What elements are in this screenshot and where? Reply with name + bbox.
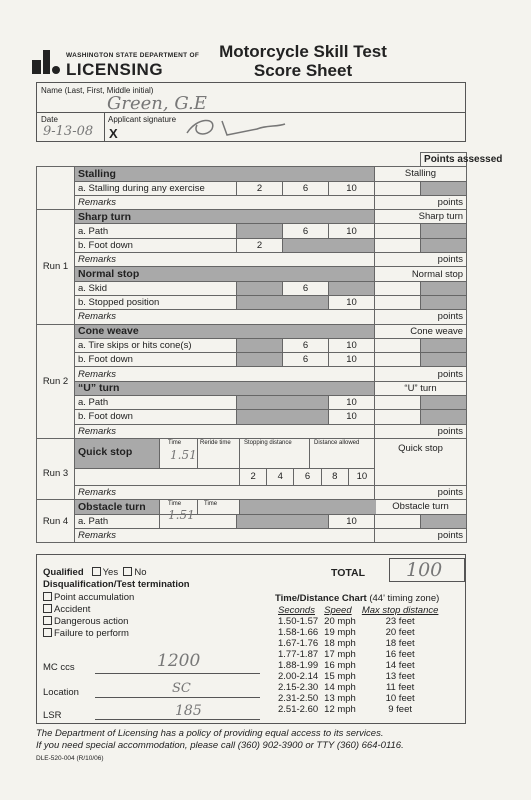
chart-row: 1.88-1.99 16 mph 14 feet	[278, 660, 415, 671]
chart-row: 1.77-1.87 17 mph 16 feet	[278, 649, 415, 660]
u-turn-value: 10	[329, 410, 375, 424]
points-cell[interactable]	[375, 410, 421, 424]
chart-row: 2.51-2.60 12 mph 9 feet	[278, 704, 413, 715]
form-title	[188, 42, 418, 80]
chart-row: 1.50-1.57 20 mph 23 feet	[278, 616, 415, 627]
distance-allowed-cell[interactable]	[309, 439, 376, 468]
quick-stop-points-label: Quick stop	[375, 438, 467, 485]
points-cell[interactable]	[375, 224, 421, 238]
chart-subtitle: (44' timing zone)	[369, 593, 440, 604]
u-turn-value: 10	[329, 396, 375, 410]
obstacle-time-cell[interactable]	[159, 500, 198, 528]
remarks-label[interactable]: Remarks	[75, 195, 375, 209]
normal-stop-value: 10	[329, 295, 375, 309]
name-value[interactable]: Green, G.E	[107, 93, 207, 114]
normal-stop-points-label: Normal stop	[375, 267, 467, 281]
stalling-item-a: a. Stalling during any exercise	[75, 181, 237, 195]
points-cell[interactable]	[375, 181, 421, 195]
signature-x: X	[109, 126, 118, 141]
disq-checkbox[interactable]	[43, 592, 52, 601]
remarks-label[interactable]: Remarks	[75, 367, 375, 381]
date-value[interactable]: 9-13-08	[43, 124, 94, 139]
normal-stop-item-a: a. Skid	[75, 281, 237, 295]
run-4-label: Run 4	[37, 500, 75, 543]
time-label: Time	[168, 501, 182, 508]
footer-line-1: The Department of Licensing has a policy of providing equal access to its services.	[36, 728, 384, 739]
mc-ccs-value[interactable]: 1200	[157, 651, 201, 671]
chart-title: Time/Distance Chart	[275, 593, 367, 604]
disq-item-label: Point accumulation	[54, 592, 135, 603]
chart-row: 2.15-2.30 14 mph 11 feet	[278, 682, 415, 693]
sharp-turn-item-a: a. Path	[75, 224, 237, 238]
form-number: DLE-520-004 (R/10/06)	[36, 755, 104, 762]
stalling-value: 10	[329, 181, 375, 195]
stalling-value: 2	[237, 181, 283, 195]
lsr-line	[95, 719, 260, 720]
lower-section	[36, 554, 466, 724]
reride-label: Reride time	[200, 439, 231, 446]
signature-scribble-icon	[177, 115, 287, 139]
cone-weave-value: 10	[329, 338, 375, 352]
sharp-turn-title: Sharp turn	[75, 210, 375, 224]
points-cell[interactable]	[375, 238, 421, 252]
obstacle-turn-points-label: Obstacle turn	[375, 500, 467, 514]
quick-stop-time-value: 1.51	[170, 447, 197, 462]
footer-line-2: If you need special accommodation, please call (360) 902-3900 or TTY (360) 664-0116.	[36, 740, 404, 751]
obstacle-turn-item-a: a. Path	[75, 514, 237, 528]
remarks-label[interactable]: Remarks	[75, 310, 375, 324]
time-distance-chart	[275, 593, 441, 715]
quick-stop-value: 2	[239, 468, 266, 485]
total-box[interactable]	[389, 558, 465, 582]
disq-item-label: Accident	[54, 604, 91, 615]
points-label: points	[375, 310, 467, 324]
qualified-label: Qualified	[43, 567, 84, 578]
u-turn-item-a: a. Path	[75, 396, 237, 410]
distance-allowed-label: Distance allowed	[314, 439, 360, 446]
disq-item-label: Failure to perform	[54, 628, 129, 639]
sharp-turn-value: 10	[329, 224, 375, 238]
points-cell[interactable]	[375, 514, 421, 528]
obstacle-time2-cell[interactable]	[197, 500, 240, 514]
cone-weave-item-b: b. Foot down	[75, 353, 237, 367]
disq-item[interactable]	[43, 604, 134, 616]
reride-cell[interactable]	[197, 439, 240, 468]
sharp-turn-item-b: b. Foot down	[75, 238, 237, 252]
title-line-2: Score Sheet	[253, 61, 353, 80]
title-line-1: Motorcycle Skill Test	[219, 42, 387, 61]
run-2-label: Run 2	[37, 324, 75, 438]
disq-item[interactable]	[43, 628, 134, 640]
normal-stop-item-b: b. Stopped position	[75, 295, 237, 309]
points-cell[interactable]	[375, 295, 421, 309]
date-label: Date	[41, 115, 58, 124]
cone-weave-value: 6	[283, 338, 329, 352]
points-label: points	[375, 485, 467, 499]
u-turn-title: “U” turn	[75, 381, 375, 395]
location-line	[95, 697, 260, 698]
yes-checkbox[interactable]	[92, 567, 101, 576]
stopping-distance-label: Stopping distance	[244, 439, 292, 446]
sharp-turn-value: 2	[237, 238, 283, 252]
quick-stop-value: 4	[266, 468, 293, 485]
chart-header: Speed	[324, 605, 352, 616]
disq-item[interactable]	[43, 592, 134, 604]
disqualification-list	[43, 592, 134, 640]
stalling-title: Stalling	[75, 167, 375, 181]
chart-title-row	[275, 593, 441, 604]
qualified-row	[43, 567, 147, 578]
chart-row: 1.58-1.66 19 mph 20 feet	[278, 627, 415, 638]
disq-item[interactable]	[43, 616, 134, 628]
applicant-info-box	[36, 82, 466, 142]
name-label: Name (Last, First, Middle initial)	[41, 86, 154, 95]
points-cell[interactable]	[375, 396, 421, 410]
agency-name: WASHINGTON STATE DEPARTMENT OF	[66, 52, 200, 59]
obstacle-time-value: 1.51	[168, 508, 195, 523]
remarks-label[interactable]: Remarks	[75, 485, 375, 499]
cone-weave-title: Cone weave	[75, 324, 375, 338]
quick-stop-time-cell[interactable]	[159, 439, 198, 468]
sharp-turn-points-label: Sharp turn	[375, 210, 467, 224]
disq-checkbox[interactable]	[43, 616, 52, 625]
cone-weave-item-a: a. Tire skips or hits cone(s)	[75, 338, 237, 352]
quick-stop-title: Quick stop	[75, 439, 159, 468]
mc-ccs-label: MC ccs	[43, 662, 75, 673]
obstacle-turn-value: 10	[329, 514, 375, 528]
lsr-value[interactable]: 185	[175, 703, 202, 719]
quick-stop-value: 10	[348, 468, 375, 485]
quick-stop-header	[75, 438, 375, 468]
remarks-label[interactable]: Remarks	[75, 424, 375, 438]
total-label: TOTAL	[331, 567, 366, 579]
cone-weave-value: 6	[283, 353, 329, 367]
points-label: points	[375, 367, 467, 381]
run-1-label: Run 1	[37, 210, 75, 324]
quick-stop-value: 6	[293, 468, 320, 485]
points-assessed-header: Points assessed	[421, 153, 467, 167]
remarks-label[interactable]: Remarks	[75, 528, 375, 542]
points-cell[interactable]	[375, 353, 421, 367]
disqualification-title: Disqualification/Test termination	[43, 579, 190, 590]
points-label: points	[375, 528, 467, 542]
disq-checkbox[interactable]	[43, 628, 52, 637]
chart-table	[275, 605, 441, 715]
chart-header: Max stop distance	[361, 605, 439, 616]
no-label: No	[134, 567, 147, 578]
disq-item-label: Dangerous action	[54, 616, 129, 627]
yes-label: Yes	[102, 567, 119, 578]
sharp-turn-value: 6	[283, 224, 329, 238]
u-turn-item-b: b. Foot down	[75, 410, 237, 424]
quick-stop-value: 8	[321, 468, 348, 485]
time-label: Time	[204, 501, 218, 508]
normal-stop-value: 6	[283, 281, 329, 295]
time-label: Time	[168, 439, 182, 446]
points-cell[interactable]	[375, 281, 421, 295]
location-label: Location	[43, 687, 79, 698]
obstacle-turn-title: Obstacle turn	[75, 500, 159, 514]
signature-label: Applicant signature	[108, 115, 177, 124]
stopping-distance-cell[interactable]	[239, 439, 310, 468]
quick-stop-values-row	[75, 468, 375, 485]
location-value[interactable]: SC	[172, 681, 191, 696]
cone-weave-value: 10	[329, 353, 375, 367]
chart-row: 2.31-2.50 13 mph 10 feet	[278, 693, 415, 704]
points-cell[interactable]	[375, 338, 421, 352]
chart-header: Seconds	[278, 605, 315, 616]
dol-logo-icon	[32, 46, 62, 76]
agency-licensing: LICENSING	[66, 60, 164, 79]
no-checkbox[interactable]	[123, 567, 132, 576]
remarks-label[interactable]: Remarks	[75, 253, 375, 267]
mc-ccs-line	[95, 673, 260, 674]
stalling-points-label: Stalling	[375, 167, 467, 181]
chart-row: 1.67-1.76 18 mph 18 feet	[278, 638, 415, 649]
score-table	[36, 152, 503, 543]
chart-row: 2.00-2.14 15 mph 13 feet	[278, 671, 415, 682]
stalling-value: 6	[283, 181, 329, 195]
disq-checkbox[interactable]	[43, 604, 52, 613]
normal-stop-title: Normal stop	[75, 267, 375, 281]
points-label: points	[375, 253, 467, 267]
lsr-label: LSR	[43, 710, 62, 721]
run-3-label: Run 3	[37, 438, 75, 499]
footer-notice	[36, 728, 506, 752]
points-label: points	[375, 195, 467, 209]
u-turn-points-label: “U” turn	[375, 381, 467, 395]
cone-weave-points-label: Cone weave	[375, 324, 467, 338]
total-value: 100	[406, 559, 443, 581]
points-label: points	[375, 424, 467, 438]
points-cell	[421, 181, 467, 195]
